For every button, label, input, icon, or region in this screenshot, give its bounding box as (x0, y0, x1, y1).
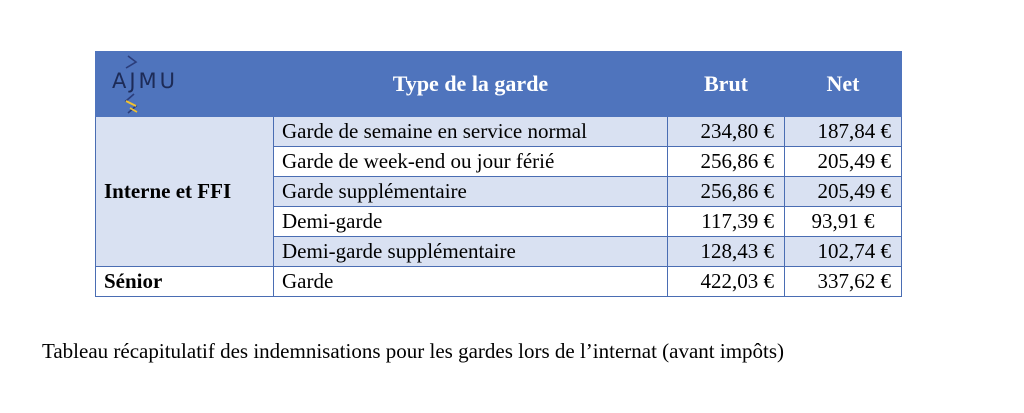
category-senior: Sénior (96, 267, 274, 297)
table-row (96, 267, 902, 297)
row-brut: 128,43 € (668, 237, 785, 267)
table-caption: Tableau récapitulatif des indemnisations pour les gardes lors de l’internat (avant impôts) (42, 339, 785, 363)
header-brut: Brut (668, 52, 785, 117)
row-net: 205,49 € (785, 147, 902, 177)
row-net: 205,49 € (785, 177, 902, 207)
row-type: Garde de semaine en service normal (274, 117, 668, 147)
row-brut: 256,86 € (668, 147, 785, 177)
row-brut: 422,03 € (668, 267, 785, 297)
table-header-row (96, 52, 902, 117)
indemnisation-table (95, 51, 902, 297)
row-brut: 117,39 € (668, 207, 785, 237)
row-type: Demi-garde (274, 207, 668, 237)
row-brut: 234,80 € (668, 117, 785, 147)
row-brut: 256,86 € (668, 177, 785, 207)
logo-text: AJMU (112, 69, 179, 93)
row-type: Garde de week-end ou jour férié (274, 147, 668, 177)
header-type: Type de la garde (274, 52, 668, 117)
header-net: Net (785, 52, 902, 117)
logo-cell (96, 52, 274, 117)
row-type: Garde supplémentaire (274, 177, 668, 207)
table-row (96, 117, 902, 147)
row-net: 93,91 € (785, 207, 902, 237)
row-type: Garde (274, 267, 668, 297)
row-net: 187,84 € (785, 117, 902, 147)
row-type: Demi-garde supplémentaire (274, 237, 668, 267)
row-net: 337,62 € (785, 267, 902, 297)
category-interne-ffi: Interne et FFI (96, 117, 274, 267)
row-net: 102,74 € (785, 237, 902, 267)
